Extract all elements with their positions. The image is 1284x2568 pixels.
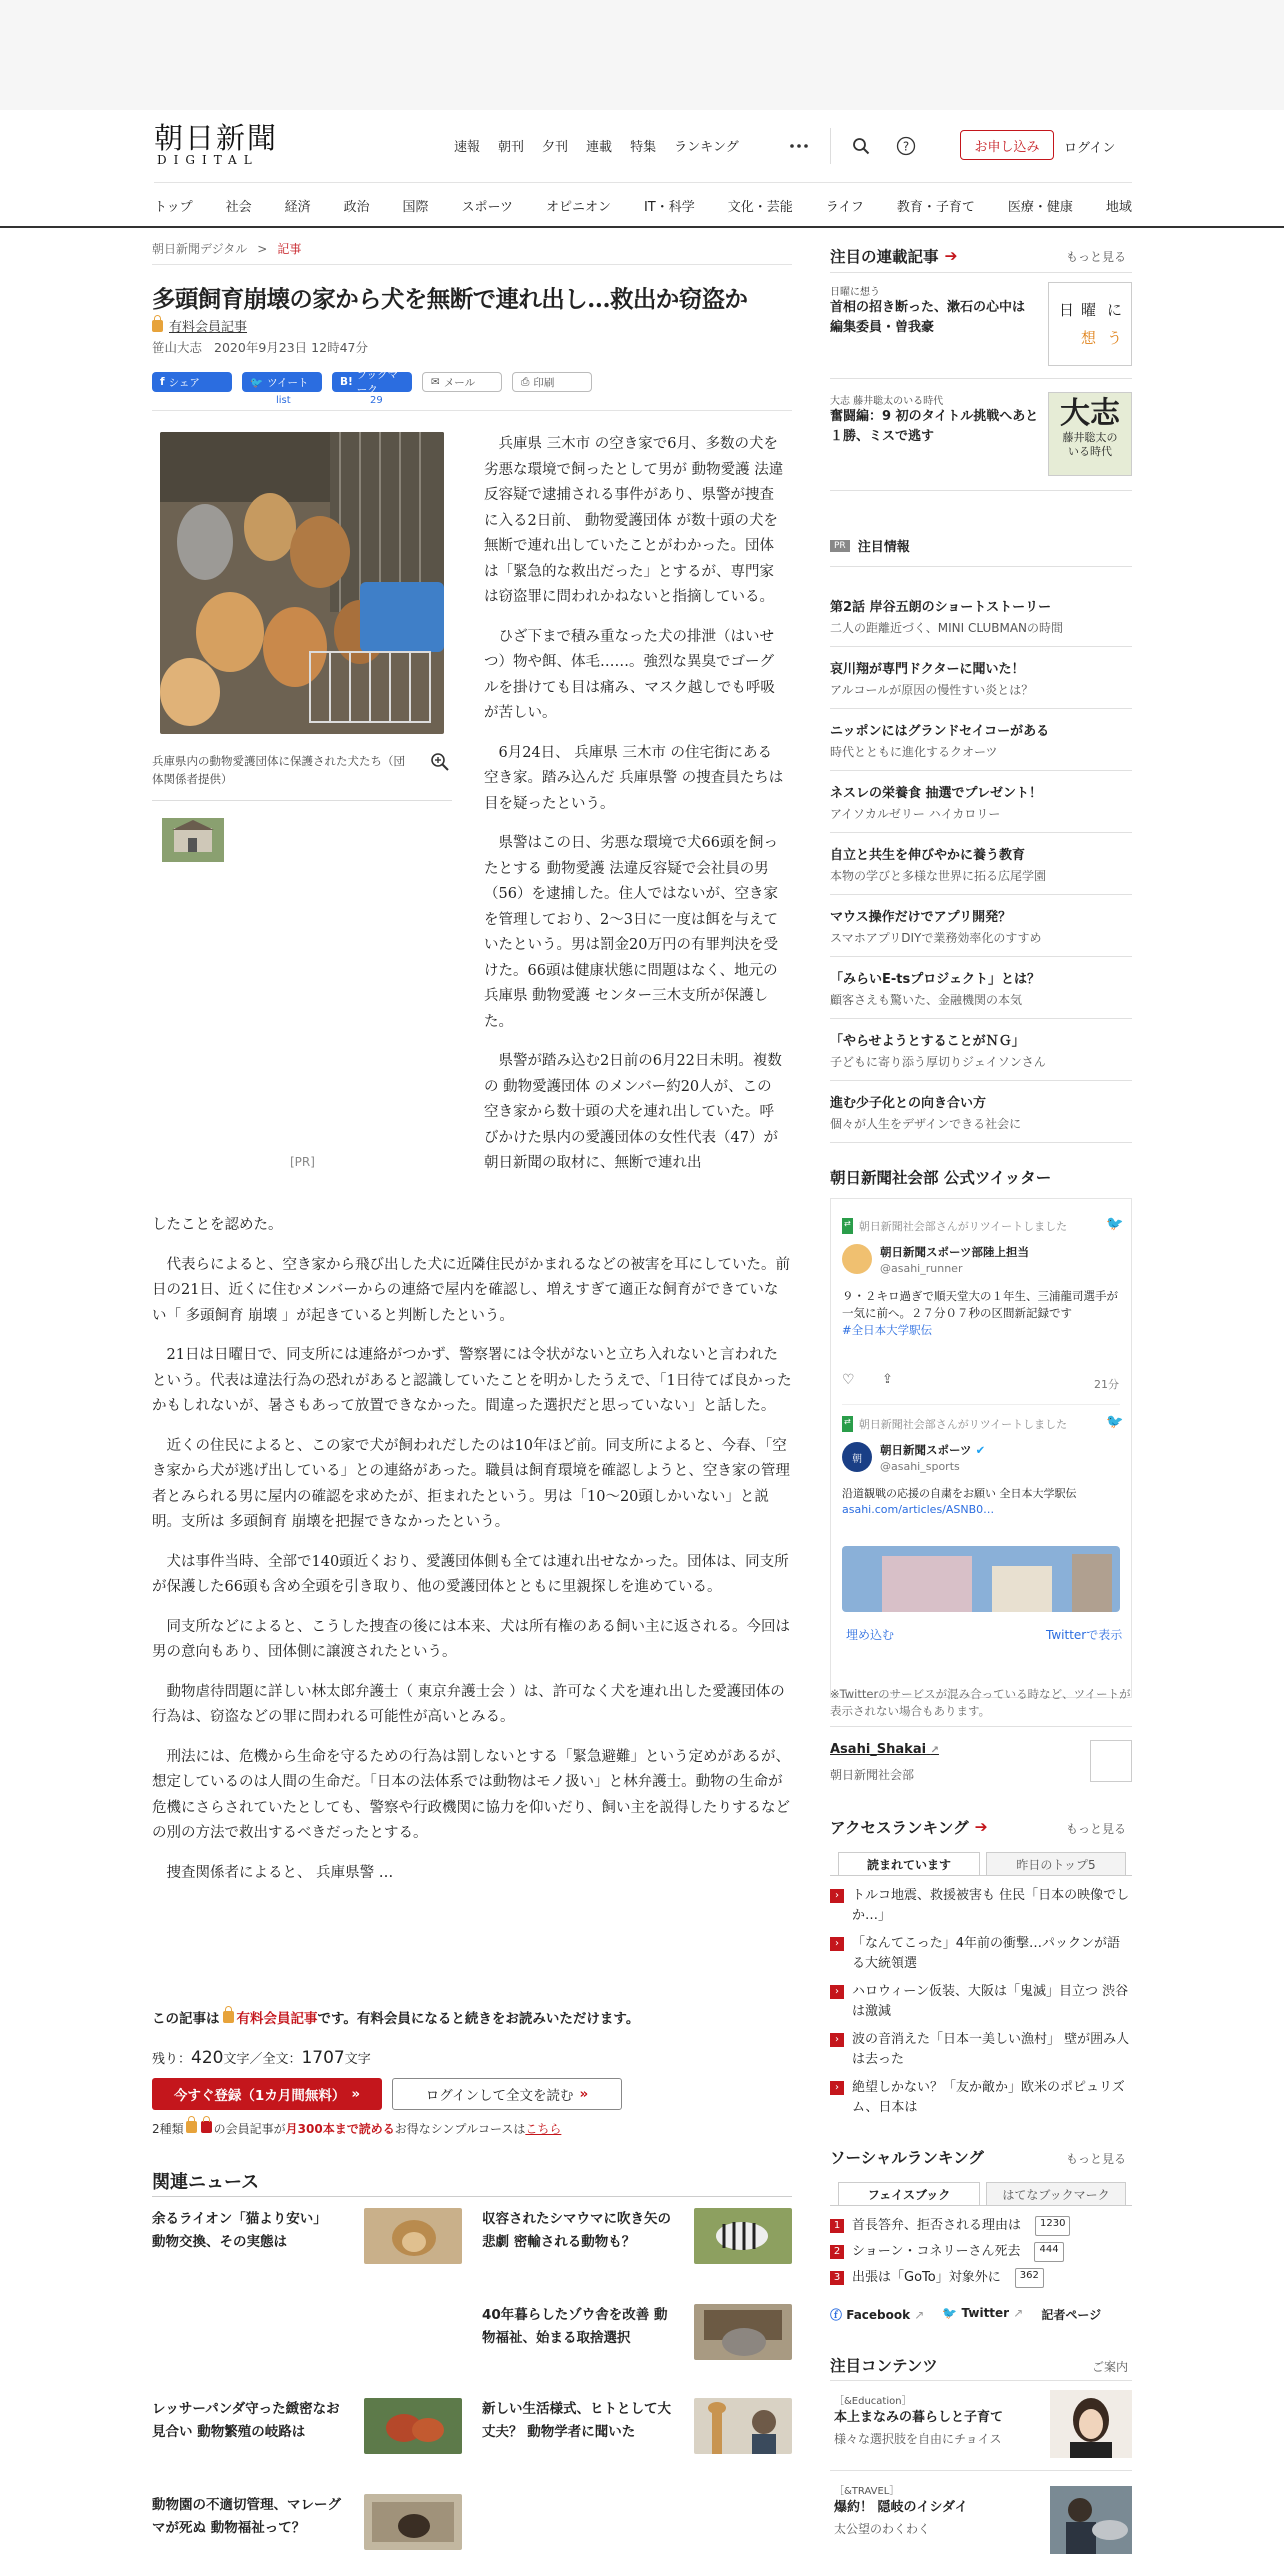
retweet-notice [842, 1218, 1102, 1234]
rank-marker: › [830, 2081, 844, 2095]
rank-number: 2 [830, 2245, 844, 2259]
nav-feature[interactable]: 特集 [630, 140, 657, 155]
paragraph: したことを認めた。 [152, 1217, 283, 1233]
nav-bottom-rule [0, 226, 1284, 228]
twitter-link-label: Twitter [961, 2306, 1010, 2320]
sidebar-rule [830, 378, 1132, 379]
sidebar-rule [830, 566, 1132, 567]
thumb-char: に [1107, 301, 1123, 319]
social-item[interactable] [830, 2268, 1130, 2288]
paragraph: 6月24日、 兵庫県 三木市 の住宅街にある空き家。踏み込んだ 兵庫県警 の捜査員たちは目を疑ったという。 [484, 744, 784, 812]
sidebar-rule [830, 2380, 1132, 2381]
mail-icon: ✉ [431, 376, 440, 388]
retweet-notice [842, 1416, 1102, 1432]
mail-label: メール [443, 376, 476, 389]
social-item[interactable] [830, 2242, 1130, 2262]
pr-item[interactable] [830, 722, 1130, 762]
ranking-title: ハロウィーン仮装、大阪は「鬼滅」目立つ 渋谷は激減 [852, 1984, 1129, 2019]
rank-marker: › [830, 1889, 844, 1903]
serial-title: 首相の招き断った、漱石の心中は 編集委員・曽我豪 [830, 300, 1026, 335]
related-image-giraffe[interactable] [694, 2398, 792, 2454]
sidebar-rule [830, 490, 1132, 491]
pr-item[interactable] [830, 598, 1130, 638]
pr-title: ネスレの栄養食 抽選でプレゼント！ [830, 786, 1043, 801]
serial-heading[interactable] [830, 245, 958, 267]
paragraph: 同支所などによると、こうした捜査の後には本来、犬は所有権のある飼い主に返される。今回は男の意向もあり、団体側に譲渡されたという。 [152, 1618, 790, 1660]
lock-icon [152, 320, 163, 332]
ranking-item[interactable] [830, 1982, 1130, 2022]
login-read-button[interactable] [392, 2078, 622, 2110]
paywall-suffix: です。有料会員になると続きをお読みいただけます。 [317, 2011, 640, 2027]
double-chevron-icon: » [579, 2086, 589, 2102]
access-ranking-label: アクセスランキング [830, 1819, 969, 1837]
retweet-icon: ⇄ [842, 1416, 853, 1432]
share-tweet-icon[interactable]: ⇪ [882, 1372, 893, 1387]
cat-opinion[interactable]: オピニオン [545, 200, 611, 215]
serial-thumb-fujii[interactable] [1048, 392, 1132, 476]
social-title: ショーン・コネリーさん死去 [852, 2244, 1021, 2259]
subscribe-button[interactable]: お申し込み [960, 130, 1054, 160]
content-image-fishing[interactable] [1050, 2486, 1132, 2554]
tweet-author[interactable] [880, 1442, 985, 1458]
cat-life[interactable]: ライフ [825, 200, 864, 215]
paragraph: 21日は日曜日で、同支所には連絡がつかず、警察署には令状がないと立ち入れないと言われたという。代表は違法行為の恐れがあると認識していたことを明かしたうえで、「1日待てば良かったかもしれないが、暑さもあって放置できなかった。間違った選択だと思っていない」と話した。 [152, 1347, 792, 1414]
paragraph: 近くの住民によると、この家で犬が飼われだしたのは10年ほど前。同支所によると、今春、「空き家から犬が逃げ出している」との連絡があった。職員は飼育環境を確認しようと、空き家の管理者とみられる男に屋内の確認を求めたが、拒まれたという。男は「10～20頭しかいない」と説明。支所は 多頭飼育 崩壊を把握できなかったという。 [152, 1437, 790, 1530]
sidebar-rule [830, 770, 1132, 771]
pr-tag: PR [830, 540, 850, 552]
remain-unit: 文字／全文： [223, 2052, 302, 2067]
related-image-red-panda[interactable] [364, 2398, 462, 2454]
tweet-handle[interactable]: @asahi_sports [880, 1460, 960, 1473]
like-icon[interactable]: ♡ [842, 1372, 855, 1388]
sidebar-rule [830, 894, 1132, 895]
member-label: 有料会員記事 [169, 320, 248, 335]
more-menu-icon[interactable] [786, 133, 812, 159]
related-item[interactable]: 余るライオン「猫より安い」 動物交換、その実態は [152, 2211, 327, 2250]
nav-evening[interactable]: 夕刊 [542, 140, 569, 155]
help-icon[interactable] [893, 133, 919, 159]
site-logo[interactable] [154, 123, 278, 167]
pr-sub: スマホアプリDIYで業務効率化のすすめ [830, 931, 1042, 945]
social-title: 首長答弁、拒否される理由は [852, 2218, 1022, 2233]
tab-yesterday-top5[interactable]: 昨日のトップ5 [986, 1852, 1126, 1876]
tweet-body [842, 1288, 1118, 1339]
author: 笹山大志 [152, 340, 203, 355]
content-sub: 太公望のわくわく [834, 2522, 931, 2536]
avatar[interactable] [842, 1244, 872, 1274]
related-heading: 関連ニュース [152, 2172, 260, 2193]
tweet-count[interactable]: list [276, 395, 291, 406]
sidebar-rule [830, 956, 1132, 957]
ranking-title: 「なんてこった」4年前の衝撃…パックンが語る大統領選 [852, 1936, 1121, 1971]
pr-title: 自立と共生を伸びやかに養う教育 [830, 848, 1026, 863]
ranking-title: トルコ地震、救援被害も 住民「日本の映像でしか…」 [852, 1888, 1130, 1923]
retweet-text: 朝日新聞社会部さんがリツイートしました [858, 1220, 1068, 1233]
svg-text:?: ? [902, 139, 910, 154]
pr-item[interactable] [830, 908, 1130, 948]
related-item[interactable]: 収容されたシマウマに吹き矢の悲劇 密輸される動物も？ [482, 2211, 671, 2250]
cat-top[interactable]: トップ [154, 200, 193, 215]
tab-most-read[interactable]: 読まれています [838, 1852, 980, 1876]
pr-item[interactable] [830, 970, 1130, 1010]
lock-icon [201, 2121, 212, 2133]
view-on-twitter-link[interactable]: Twitterで表示 [1046, 1628, 1123, 1642]
remain-label: 残り： [152, 2052, 192, 2067]
external-link-icon: ↗ [930, 1745, 939, 1756]
mail-button[interactable] [422, 372, 502, 392]
pr-sub: 時代とともに進化するクオーツ [830, 745, 998, 759]
nav-morning[interactable]: 朝刊 [498, 140, 525, 155]
bookmark-button[interactable] [332, 369, 412, 396]
tweet-time[interactable]: 21分 [1094, 1378, 1119, 1391]
photo-thumbnail[interactable] [162, 818, 224, 862]
hatena-icon: B! [340, 376, 353, 388]
facebook-icon: f [160, 376, 165, 388]
rank-marker: › [830, 1985, 844, 1999]
search-icon[interactable] [848, 133, 874, 159]
sidebar-rule [830, 1018, 1132, 1019]
facebook-share-button[interactable] [152, 372, 232, 392]
sidebar-rule [830, 708, 1132, 709]
pr-heading-label: 注目情報 [857, 540, 910, 555]
related-image-elephant[interactable] [694, 2304, 792, 2360]
social-title: 出張は「GoTo」対象外に [852, 2270, 1001, 2285]
verified-icon: ✔ [975, 1443, 986, 1457]
bookmark-label: ブックマーク [356, 369, 399, 396]
avatar[interactable]: 朝 [842, 1442, 872, 1472]
double-chevron-icon: » [351, 2086, 361, 2102]
total-unit: 文字 [344, 2052, 371, 2067]
pr-item[interactable] [830, 660, 1130, 700]
breadcrumb [152, 240, 301, 257]
register-label: 今すぐ登録（1カ月間無料） [173, 2088, 346, 2104]
content-title: 爆約！ 隠岐のイシダイ [834, 2500, 968, 2515]
top-ad-band [0, 0, 1284, 110]
pr-title: 「やらせようとすることがＮＧ」 [830, 1034, 1025, 1049]
cat-culture[interactable]: 文化・芸能 [727, 200, 793, 215]
pr-item[interactable] [830, 1094, 1130, 1134]
cat-it-science[interactable]: IT・科学 [643, 200, 695, 215]
social-more-link[interactable]: もっと見る [1066, 2152, 1127, 2166]
pr-title: 哀川翔が専門ドクターに聞いた！ [830, 662, 1025, 677]
facebook-link[interactable] [830, 2306, 924, 2323]
ranking-item[interactable] [830, 2078, 1130, 2118]
related-item[interactable]: レッサーパンダ守った緻密なお見合い 動物繁殖の岐路は [152, 2401, 340, 2440]
access-ranking-heading[interactable] [830, 1816, 988, 1838]
article-photo[interactable] [160, 432, 444, 734]
social-item[interactable] [830, 2216, 1130, 2236]
register-button[interactable] [152, 2078, 382, 2110]
pr-sub: 二人の距離近づく、MINI CLUBMANの時間 [830, 621, 1064, 635]
related-item[interactable]: 40年暮らしたゾウ舎を改善 動物福祉、始まる取捨選択 [482, 2307, 668, 2346]
thumb-char: 日 [1059, 301, 1075, 319]
arrow-right-icon: ➔ [974, 1818, 988, 1836]
tweet-author[interactable]: 朝日新聞スポーツ部陸上担当 [880, 1245, 1030, 1259]
cat-health[interactable]: 医療・健康 [1007, 200, 1073, 215]
arrow-right-icon: ➔ [944, 247, 958, 265]
facebook-icon: ⓕ [830, 2308, 843, 2322]
content-image-portrait[interactable] [1050, 2390, 1132, 2458]
tweet-text: 沿道観戦の応援の自粛をお願い 全日本大学駅伝 [842, 1487, 1077, 1500]
rank-marker: › [830, 1937, 844, 1951]
tweet-divider [842, 1404, 1120, 1405]
plan-b: の会員記事が [213, 2122, 286, 2136]
share-count: 362 [1015, 2268, 1044, 2288]
article-body-narrow [484, 432, 786, 1177]
login-link[interactable]: ログイン [1064, 141, 1116, 156]
tab-hatena[interactable]: はてなブックマーク [986, 2182, 1126, 2206]
serial-kicker: 日曜に想う [830, 287, 880, 298]
nav-serial[interactable]: 連載 [586, 140, 613, 155]
twitter-heading: 朝日新聞社会部 公式ツイッター [830, 1169, 1052, 1187]
publish-date: 2020年9月23日 12時47分 [214, 340, 368, 355]
ranking-item[interactable] [830, 1934, 1130, 1974]
plan-c: 月300本まで読める [285, 2122, 395, 2136]
lock-icon [186, 2121, 197, 2133]
retweet-icon: ⇄ [842, 1218, 853, 1234]
serial-heading-label: 注目の連載記事 [830, 248, 939, 266]
account-name: Asahi_Shakai [830, 1742, 927, 1757]
pr-sub: 顧客さえも驚いた、金融機関の本気 [830, 993, 1023, 1007]
account-avatar[interactable] [1090, 1740, 1132, 1782]
pr-item[interactable] [830, 846, 1130, 886]
related-image-bear[interactable] [364, 2494, 462, 2550]
pr-title: 「みらいE-tsプロジェクト」とは？ [830, 972, 1040, 987]
cat-politics[interactable]: 政治 [343, 200, 370, 215]
remain-value: 420 [191, 2048, 224, 2068]
top-nav [454, 136, 739, 155]
print-label: 印刷 [533, 376, 555, 389]
pr-sub: 個々が人生をデザインできる社会に [830, 1117, 1022, 1131]
serial-item[interactable] [830, 283, 1040, 338]
paragraph: 兵庫県 三木市 の空き家で6月、多数の犬を劣悪な環境で飼ったとして男が 動物愛護 法違反容疑で逮捕される事件があり、県警が捜査に入る2日前、 動物愛護団体 が数十頭の犬を無断で連れ出していたことがわかった。団体は「緊急的な救出だった」とするが、専門家は窃盗罪に問われかねないと指摘している。 [484, 436, 784, 605]
paragraph: 犬は事件当時、全部で140頭近くおり、愛護団体側も全ては連れ出せなかった。団体は、同支所が保護した66頭も含め全頭を引き取り、他の愛護団体とともに里親探しを進めている。 [152, 1553, 789, 1595]
sidebar-rule [830, 1080, 1132, 1081]
content-sub: 様々な選択肢を自由にチョイス [834, 2432, 1002, 2446]
paragraph: 刑法には、危機から生命を守るための行為は罰しないとする「緊急避難」という定めがあるが、想定しているのは人間の生命だ。「日本の法体系では動物はモノ扱い」と林弁護士。動物の生命が危機にさらされていたとしても、警察や行政機関に協力を仰いだり、飼い主を説得したりするなどの別の方法で救出するべきだったとする。 [152, 1748, 790, 1841]
serial-more-link[interactable]: もっと見る [1066, 250, 1127, 264]
account-desc: 朝日新聞社会部 [830, 1768, 915, 1782]
cat-society[interactable]: 社会 [225, 200, 252, 215]
share-rule [152, 410, 792, 411]
sidebar-rule [830, 646, 1132, 647]
facebook-link-label: Facebook [846, 2308, 911, 2322]
social-ranking-heading: ソーシャルランキング [830, 2149, 984, 2167]
breadcrumb-separator: > [257, 241, 268, 256]
rank-number: 1 [830, 2219, 844, 2233]
content-item[interactable] [834, 2482, 1034, 2539]
reporter-page-link[interactable]: 記者ページ [1041, 2308, 1102, 2322]
ranking-item[interactable] [830, 1886, 1130, 1926]
related-image-zebra[interactable] [694, 2208, 792, 2264]
related-item[interactable]: 新しい生活様式、ヒトとして大丈夫？ 動物学者に聞いた [482, 2401, 671, 2440]
twitter-bird-icon[interactable]: 🐦 [1106, 1216, 1124, 1232]
tab-rule [830, 2205, 1132, 2206]
plan-link[interactable]: こちら [525, 2122, 562, 2136]
crumb-rule [152, 264, 792, 265]
pr-sub: アイソカルゼリー ハイカロリー [830, 807, 1001, 821]
breadcrumb-current[interactable]: 記事 [277, 242, 302, 256]
twitter-note: ※Twitterのサービスが混み合っている時など、ツイートが表示されない場合もあります。 [830, 1687, 1131, 1718]
retweet-text: 朝日新聞社会部さんがリツイートしました [858, 1418, 1068, 1431]
pr-heading [830, 536, 910, 555]
tab-facebook[interactable]: フェイスブック [838, 2182, 980, 2206]
pr-title: ニッポンにはグランドセイコーがある [830, 724, 1050, 739]
tweet-text: ９・２キロ過ぎで順天堂大の１年生、三浦龍司選手が一気に前へ。２７分０７秒の区間新記録です [842, 1289, 1118, 1320]
pr-title: 第2話 岸谷五朗のショートストーリー [830, 600, 1052, 615]
cat-sports[interactable]: スポーツ [461, 200, 514, 215]
twitter-link[interactable] [942, 2306, 1023, 2323]
sidebar-rule [830, 2470, 1132, 2471]
thumb-char: 曜 [1081, 301, 1097, 319]
content-guide-link[interactable]: ご案内 [1092, 2360, 1129, 2374]
thumb-title: 大志 [1060, 396, 1120, 431]
ranking-item[interactable] [830, 2030, 1130, 2070]
related-item[interactable]: 動物園の不適切管理、マレーグマが死ぬ 動物福祉って？ [152, 2497, 341, 2536]
pr-title: 進む少子化との向き合い方 [830, 1096, 987, 1111]
paywall-prefix: この記事は [152, 2011, 220, 2027]
logo-sub: DIGITAL [157, 153, 259, 167]
byline [152, 338, 368, 356]
paragraph: ひざ下まで積み重なった犬の排泄（はいせつ）物や餌、体毛……。強烈な異臭でゴーグルを掛けても目は痛み、マスク越しでも呼吸が苦しい。 [484, 628, 775, 721]
serial-thumb-sunday[interactable] [1048, 282, 1132, 366]
cat-education[interactable]: 教育・子育て [896, 200, 975, 215]
zoom-icon[interactable] [430, 752, 450, 776]
twitter-icon: 🐦 [250, 376, 264, 389]
header-divider [830, 128, 831, 164]
tweet-button[interactable] [242, 372, 322, 392]
tweet-author-name: 朝日新聞スポーツ [880, 1443, 972, 1457]
paywall-member-link[interactable]: 有料会員記事 [236, 2011, 318, 2027]
ranking-title: 絶望しかない？「友か敵か」欧米のポピュリズム、日本は [852, 2080, 1125, 2115]
share-count: 1230 [1035, 2216, 1070, 2236]
cat-economy[interactable]: 経済 [284, 200, 311, 215]
photo-caption: 兵庫県内の動物愛護団体に保護された犬たち（団体関係者提供） [152, 754, 405, 786]
content-tag: ［&Education］ [834, 2396, 912, 2407]
pr-sub: 本物の学びと多様な世界に拓る広尾学園 [830, 869, 1047, 883]
sidebar-rule [830, 832, 1132, 833]
tweet-link[interactable]: asahi.com/articles/ASNB0… [842, 1503, 995, 1516]
related-image-lion[interactable] [364, 2208, 462, 2264]
sidebar-rule [830, 1726, 1132, 1727]
header-rule [154, 182, 1132, 183]
thumb-sub: いる時代 [1068, 445, 1112, 458]
article-body-wide [152, 1213, 792, 1886]
plan-note [152, 2120, 561, 2137]
content-title: 本上まなみの暮らしと子育て [834, 2410, 1004, 2425]
pr-item[interactable] [830, 784, 1130, 824]
member-badge[interactable] [152, 316, 247, 335]
serial-title: 奮闘編：9 初のタイトル挑戦へあと１勝、ミスで逃す [830, 409, 1039, 444]
print-icon: ⎙ [521, 375, 530, 388]
tab-rule [830, 1875, 1132, 1876]
print-button[interactable] [512, 372, 592, 392]
cat-international[interactable]: 国際 [402, 200, 429, 215]
related-rule [152, 2196, 792, 2197]
external-link-icon: ↗ [1013, 2306, 1024, 2320]
content-tag: ［&TRAVEL］ [834, 2486, 900, 2497]
tweet-label: ツイート [267, 376, 309, 389]
paragraph: 動物虐待問題に詳しい林太郎弁護士（ 東京弁護士会 ）は、許可なく犬を連れ出した愛護団体の行為は、窃盗などの罪に問われる可能性が高いとみる。 [152, 1683, 785, 1725]
tweet-image[interactable] [842, 1546, 1120, 1612]
paragraph: 捜査関係者によると、 兵庫県警 … [166, 1864, 394, 1881]
lock-icon [223, 2011, 234, 2023]
embed-link[interactable]: 埋め込む [846, 1628, 895, 1642]
nav-ranking[interactable]: ランキング [674, 140, 739, 155]
tweet-handle[interactable]: @asahi_runner [880, 1262, 963, 1275]
caption-rule [152, 800, 452, 801]
share-count: 444 [1034, 2242, 1063, 2262]
facebook-share-label: シェア [168, 376, 200, 389]
sidebar-rule [830, 272, 1132, 273]
plan-a: 2種類 [152, 2122, 184, 2136]
thumb-char: う [1107, 329, 1123, 347]
thumb-sub: 藤井聡太の [1062, 431, 1118, 444]
twitter-bird-icon[interactable]: 🐦 [1106, 1414, 1124, 1430]
nav-breaking[interactable]: 速報 [454, 140, 481, 155]
article-title: 多頭飼育崩壊の家から犬を無断で連れ出し…救出か窃盗か [152, 285, 748, 313]
paragraph: 県警はこの日、劣悪な環境で犬66頭を飼ったとする 動物愛護 法違反容疑で会社員の男（56）を逮捕した。住人ではないが、空き家を管理しており、2～3日に一度は餌を与えていたという。男は罰金20万円の有罪判決を受けた。66頭は健康状態に問題はなく、地元の 兵庫県 動物愛護 センター三木支所が保護した。 [484, 835, 778, 1030]
pr-title: マウス操作だけでアプリ開発？ [830, 910, 1012, 925]
rank-marker: › [830, 2033, 844, 2047]
content-item[interactable] [834, 2392, 1034, 2449]
account-name-link[interactable] [830, 1742, 939, 1757]
serial-kicker: 大志 藤井聡太のいる時代 [830, 396, 944, 407]
total-value: 1707 [301, 2048, 345, 2068]
plan-d: お得なシンプルコースは [394, 2122, 526, 2136]
pr-label: [PR] [290, 1155, 315, 1169]
sidebar-rule [830, 1142, 1132, 1143]
social-links [830, 2306, 1101, 2323]
rank-number: 3 [830, 2271, 844, 2285]
category-nav [154, 196, 1132, 215]
cat-local[interactable]: 地域 [1105, 200, 1132, 215]
external-link-icon: ↗ [914, 2308, 925, 2322]
pr-sub: 子どもに寄り添う厚切りジェイソンさん [830, 1055, 1046, 1069]
serial-item[interactable] [830, 392, 1040, 447]
logo-main: 朝日新聞 [154, 121, 279, 155]
ranking-title: 波の音消えた「日本一美しい漁村」 壁が囲み人は去った [852, 2032, 1130, 2067]
paywall-message [152, 2007, 639, 2027]
tweet-body [842, 1486, 1118, 1518]
paragraph: 代表らによると、空き家から飛び出した犬に近隣住民がかまれるなどの被害を耳にしていた。前日の21日、近くに住むメンバーからの連絡で屋内を確認し、増えすぎて適正な飼育ができていない「 多頭飼育 崩壊 」が起きていると判断したという。 [152, 1256, 790, 1324]
bookmark-count[interactable]: 29 [370, 395, 383, 406]
content-heading: 注目コンテンツ [830, 2357, 938, 2375]
thumb-char: 想 [1081, 329, 1097, 347]
remaining-count [152, 2048, 371, 2068]
pr-item[interactable] [830, 1032, 1130, 1072]
breadcrumb-home[interactable]: 朝日新聞デジタル [152, 242, 248, 256]
pr-sub: アルコールが原因の慢性すい炎とは？ [830, 683, 1034, 697]
twitter-icon: 🐦 [942, 2306, 958, 2320]
paragraph: 県警が踏み込む2日前の6月22日未明。複数の 動物愛護団体 のメンバー約20人が、この空き家から数十頭の犬を連れ出していた。呼びかけた県内の愛護団体の女性代表（47）が朝日新聞の取材に、無断で連れ出 [484, 1053, 782, 1171]
login-read-label: ログインして全文を読む [425, 2088, 574, 2104]
tweet-hashtag[interactable]: #全日本大学駅伝 [842, 1323, 933, 1337]
access-more-link[interactable]: もっと見る [1066, 1822, 1127, 1836]
